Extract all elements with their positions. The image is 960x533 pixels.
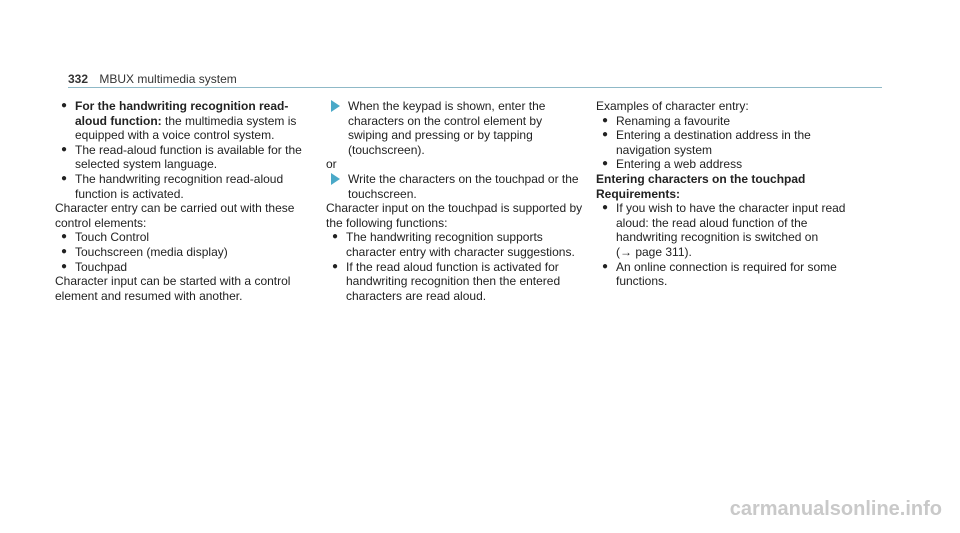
list-item (55, 245, 313, 260)
bullet-icon: ● (61, 100, 68, 111)
list-item-text: If the read aloud function is activated for handwriting recognition then the entered characters are read aloud. (346, 259, 561, 303)
bullet-icon: ● (61, 245, 68, 257)
bullet-icon: ● (332, 260, 339, 272)
list-item (596, 114, 858, 129)
list-item-text: An online connection is required for some functions. (616, 259, 837, 289)
list-item-text: Entering a web address (616, 157, 743, 172)
step-arrow-icon (331, 173, 340, 185)
bullet-icon: ● (602, 114, 609, 126)
bullet-icon: ● (61, 172, 68, 184)
list-item-text: Entering a destination address in the navigation system (616, 128, 811, 157)
page-section-title: MBUX multimedia system (99, 72, 237, 86)
paragraph: Character input can be started with a control element and resumed with another. (55, 274, 291, 303)
page-number: 332 (68, 72, 89, 86)
bullet-icon: ● (602, 260, 609, 272)
bullet-icon: ● (332, 231, 339, 243)
step-text: Write the characters on the touchpad or the touchscreen. (348, 171, 579, 201)
list-item (326, 260, 584, 304)
paragraph: Character input on the touchpad is supported by the following functions: (326, 201, 583, 230)
column-3 (596, 99, 858, 289)
list-item (596, 201, 858, 259)
step-arrow-icon (331, 100, 340, 112)
list-item (596, 157, 858, 172)
requirements-label: Requirements: (596, 186, 681, 201)
paragraph: Character entry can be carried out with these control elements: (55, 201, 295, 230)
list-item (55, 230, 313, 245)
list-item (55, 260, 313, 275)
watermark: carmanualsonline.info (729, 498, 942, 520)
list-item-text: Renaming a favourite (616, 113, 731, 128)
list-item-text: Touch Control (75, 230, 150, 245)
instruction-step (326, 172, 584, 201)
step-text: When the keypad is shown, enter the characters on the control element by swiping and pressing or by tapping (touchscreen). (348, 99, 546, 157)
or-text: or (326, 157, 337, 172)
list-item-text: the multimedia system is equipped with a voice control system. (75, 113, 297, 143)
list-item-text: The handwriting recognition supports character entry with character suggestions. (346, 230, 575, 259)
list-item-bold: For the handwriting recognition read-aloud function: (75, 99, 289, 128)
paragraph: Examples of character entry: (596, 99, 749, 113)
list-item-text: Touchscreen (media display) (75, 244, 228, 259)
bullet-icon: ● (602, 129, 609, 141)
bullet-icon: ● (61, 260, 68, 272)
page-header (68, 72, 237, 86)
list-item-text: The read-aloud function is available for the selected system language. (75, 142, 302, 172)
header-rule (68, 87, 882, 88)
page-reference-link[interactable]: (→ page 311). (616, 244, 692, 259)
bullet-icon: ● (602, 158, 609, 170)
list-item (55, 143, 313, 172)
list-item (596, 128, 858, 157)
section-heading: Entering characters on the touchpad (596, 171, 806, 186)
bullet-icon: ● (61, 231, 68, 243)
list-item-text: Touchpad (75, 259, 128, 274)
column-2 (326, 99, 584, 303)
list-item (55, 172, 313, 201)
list-item-text: The handwriting recognition read-aloud function is activated. (75, 171, 284, 201)
list-item (55, 99, 313, 143)
list-item-text: If you wish to have the character input read aloud: the read aloud function of the handwriting recognition is switched on (616, 201, 846, 245)
list-item (326, 230, 584, 259)
bullet-icon: ● (61, 143, 68, 155)
column-1 (55, 99, 313, 303)
bullet-icon: ● (602, 202, 609, 214)
list-item (596, 260, 858, 289)
instruction-step (326, 99, 584, 157)
